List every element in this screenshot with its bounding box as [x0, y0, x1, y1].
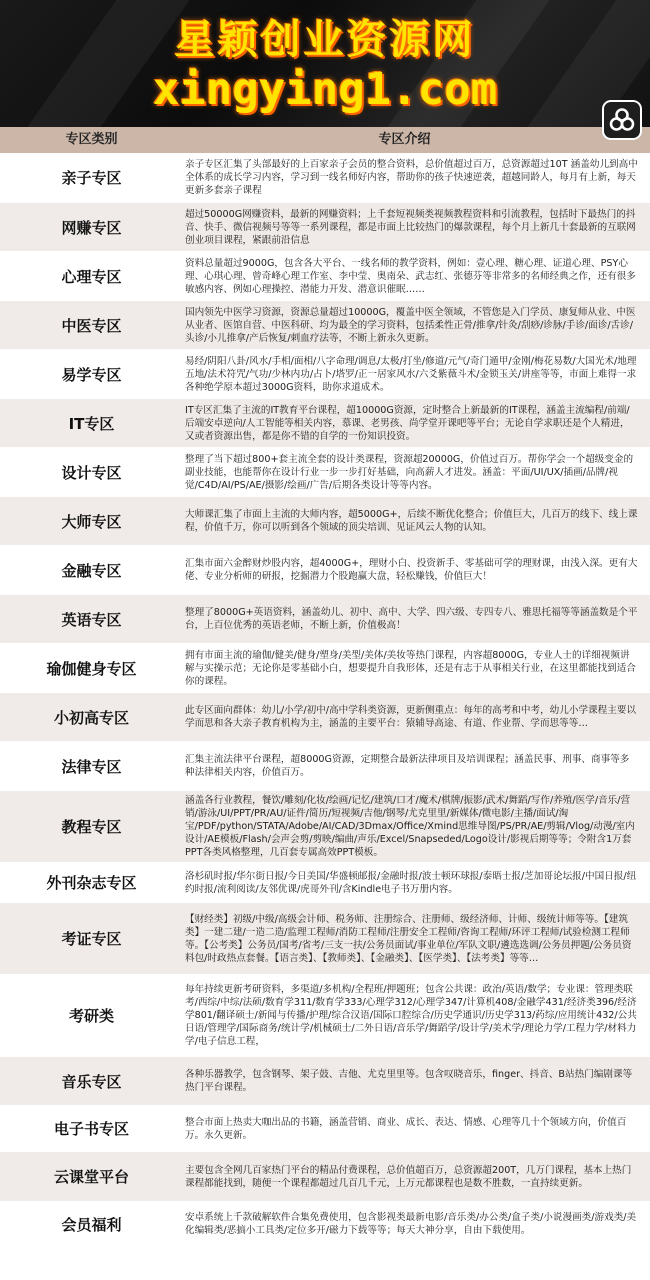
zone-description: 国内领先中医学习资源，资源总量超过10000G，覆盖中医全领域，不管您是入门学员、康复师从业、中医从业者、医馆自营、中医科研、均为最全的学习资料，包括柔性正骨/推拿/针灸/刮痧/诊脉/手诊/面诊/舌诊/头诊/小儿推拿/产后恢复/刺血疗法等，不断上新永久更新。 — [185, 306, 636, 344]
zone-category: 心理专区 — [61, 267, 122, 286]
zone-category: 教程专区 — [61, 818, 122, 836]
zone-description-cell — [183, 693, 650, 741]
zone-description: 大师课汇集了市面上主流的大师内容，超5000G+，后续不断优化整合；价值巨大，几百万的线下、线上课程，价值千万，你可以听到各个领域的顶尖培训、见证风云人物的认知。 — [185, 509, 638, 533]
table-row[interactable] — [0, 791, 650, 863]
column-category: 专区类别 — [65, 132, 118, 147]
zone-description-cell — [183, 903, 650, 974]
zone-description-cell — [183, 252, 650, 300]
zone-description-cell — [183, 644, 650, 692]
zone-category: 电子书专区 — [53, 1120, 129, 1138]
table-row[interactable] — [0, 1152, 650, 1202]
table-row[interactable] — [0, 1057, 650, 1106]
zone-category: 大师专区 — [61, 512, 122, 531]
zone-description-cell — [183, 791, 650, 862]
zone-description: 汇集市面六金醉财炒股内容，超4000G+，理财小白、投资新手、零基础可学的理财课，由浅入深。更有大佬、专业分析师的研报，挖掘潜力个股跑赢大盘，轻松赚钱，价值巨大！ — [185, 558, 638, 582]
zone-description: 【财经类】初级/中级/高级会计师、税务师、注册综合、注册师、级经济师、计师、级统计师等等。【建筑类】一建二建/一造二造/监理工程师/消防工程师/注册安全工程师/咨询工程师/环评工程师/试验检测工程师等。【公考类】公务员/国考/省考/三支一扶/公务员面试/事业单位/军队文职/遴选选调/公务员押题/公务员资料包/时政热点套餐。【语言类】、【教师类】、【金融类】、【医学类】、【法考类】等等… — [185, 913, 632, 964]
zone-category: 设计专区 — [61, 463, 122, 482]
zone-description: 易经/阴阳八卦/风水/手相/面相/八字命理/调息/太极/打坐/修道/元气/奇门遁甲/金刚/梅花易数/大国光术/地理五地/法术符咒/气功/少林内功/占卜/塔罗/正一居家风水/六爻紫薇斗术/金锁玉关/讲座等等，市面上难得一求各种绝学原本超过3000G资料，助你求道成术。 — [185, 355, 637, 393]
zone-description-cell — [183, 1057, 650, 1105]
zone-table — [0, 153, 650, 1247]
zone-description: 汇集主流法律平台课程，超8000G资源，定期整合最新法律项目及培训课程；涵盖民事、刑事、商事等多种法律相关内容，价值百万。 — [185, 754, 630, 778]
zone-category: 小初高专区 — [53, 708, 129, 727]
table-row[interactable] — [0, 903, 650, 975]
table-row[interactable] — [0, 595, 650, 644]
zone-category: 瑜伽健身专区 — [46, 659, 137, 678]
column-intro: 专区介绍 — [378, 132, 431, 147]
table-row[interactable] — [0, 742, 650, 791]
table-row[interactable] — [0, 975, 650, 1057]
zone-category: 中医专区 — [61, 316, 122, 335]
zone-description-cell — [183, 497, 650, 545]
zone-category: 网赚专区 — [61, 218, 122, 237]
zone-description: 整理了8000G+英语资料，涵盖幼儿、初中、高中、大学、四六级、专四专八、雅思托福等等涵盖数是个平台，上百位优秀的英语老师，不断上新，价值极高！ — [185, 607, 638, 631]
zone-description-cell — [183, 975, 650, 1056]
zone-description-cell — [183, 399, 650, 447]
zone-description-cell — [183, 595, 650, 643]
table-row[interactable] — [0, 693, 650, 742]
zone-description: 超过50000G网赚资料，最新的网赚资料；上千套短视频类视频教程资料和引流教程，包括时下最热门的抖音、快手、微信视频号等等一系列课程，都是市面上比较热门的爆款课程，每个月上新几十套最新的互联网创业项目课程，紧跟前沿信息 — [185, 208, 636, 246]
zone-category: 外刊杂志专区 — [46, 874, 137, 892]
zone-description-cell — [183, 742, 650, 790]
table-row[interactable] — [0, 448, 650, 497]
app-logo-icon[interactable] — [602, 100, 642, 140]
zone-description-cell — [183, 1106, 650, 1151]
zone-category: 英语专区 — [61, 610, 122, 629]
zone-category: IT专区 — [68, 414, 115, 433]
app-logo-icon — [608, 106, 636, 134]
zone-description-cell — [183, 1202, 650, 1246]
brand-title: 星颖创业资源网 — [174, 17, 476, 63]
table-row[interactable] — [0, 863, 650, 903]
zone-description: 涵盖各行业教程，餐饮/雕刻/化妆/绘画/记忆/建筑/口才/魔术/棋牌/振影/武术/舞蹈/写作/养殖/医学/音乐/营销/游泳/UI/PPT/PR/AU/证件/简历/短视频/吉他/钢琴/尤克里里/新媒体/微电影/主播/面试/淘宝/PDF/python/STATA/Adobe/AI/CAD/3Dmax/Office/Xmind思维导图/PS/PR/AE/剪辑/Vlog/动漫/室内设计/AE模板/Flash/会声会剪/剪映/编曲/声乐/Excel/Snapseded/Logo设计/影视后期等等；令附含1万套PPT各类风格整理，几百套专属高效PPT模板。 — [185, 795, 635, 858]
zone-description-cell — [183, 301, 650, 349]
table-row[interactable] — [0, 1202, 650, 1247]
zone-category: 金融专区 — [61, 561, 122, 580]
zone-description: 每年持续更新考研资料，多渠道/多机构/全程班/押题班；包含公共课：政治/英语/数学；专业课：管理类联考/西综/中综/法硕/数育学311/数育学333/心理学312/心理学347/计算机408/金融学431/经济类396/经济学801/翻译硕士/新闻与传播/护理/综合汉语/国际口腔综合/历史学通识/历史学313/药综/应用统计432/公共日语/管理学/国际商务/统计学/机械硕士/二外日语/音乐学/舞蹈学/设计学/美术学/理论力学/工程力学/材料力学/电子信息工程， — [185, 984, 637, 1047]
zone-description: 拥有市面主流的瑜伽/健美/健身/塑身/美型/美体/美妆等热门课程，内容超8000G，专业人士的详细视频讲解与实操示范；无论你是零基础小白，想要提升自我形体，还是有志于从事相关行业，在这里都能找到适合你的课程。 — [185, 649, 636, 687]
table-row[interactable] — [0, 301, 650, 350]
zone-category: 易学专区 — [61, 365, 122, 384]
table-row[interactable] — [0, 497, 650, 546]
brand-url[interactable]: xingying1.com — [152, 64, 498, 115]
table-row[interactable] — [0, 546, 650, 595]
table-row[interactable] — [0, 350, 650, 399]
zone-description: 整理了当下超过800+套主流全套的设计类课程，资源超20000G，价值过百万。帮你学会一个超级变金的副业技能，也能帮你在设计行业一步一步打好基础，向高薪人才进发。涵盖：平面/UI/UX/插画/品牌/视觉/C4D/AI/PS/AE/摄影/绘画/广告/后期各类设计等等内容。 — [185, 453, 634, 491]
zone-description-cell — [183, 546, 650, 594]
zone-category: 云课堂平台 — [53, 1168, 129, 1186]
table-row[interactable] — [0, 399, 650, 448]
zone-category: 考证专区 — [61, 930, 122, 948]
zone-description: 各种乐器教学，包含钢琴、架子鼓、吉他、尤克里里等。包含叹晓音乐，finger、抖音、B站热门编剧课等热门平台课程。 — [185, 1069, 633, 1093]
zone-description-cell — [183, 1152, 650, 1201]
zone-description: 此专区面向群体：幼儿/小学/初中/高中学科类资源，更新侧重点：每年的高考和中考，幼儿小学课程主要以学而思和各大亲子教育机构为主，涵盖的主要平台：猿辅导高途、有道、作业帮、学而思等等… — [185, 705, 637, 729]
zone-description-cell — [183, 448, 650, 496]
table-row[interactable] — [0, 644, 650, 693]
zone-category: 亲子专区 — [61, 169, 122, 187]
zone-category: 考研类 — [68, 1007, 114, 1025]
zone-description: 主要包含全网几百家热门平台的精品付费课程，总价值超百万，总资源超200T，几万门课程，基本上热门课程都能找到，随便一个课程都超过几百几千元，上万元都课程也是数不胜数，一直持续更新。 — [185, 1164, 632, 1189]
table-row[interactable] — [0, 153, 650, 203]
table-row[interactable] — [0, 1106, 650, 1152]
zone-category: 音乐专区 — [61, 1072, 122, 1091]
zone-description: 洛杉矶时报/华尔街日报/今日美国/华盛顿邮报/金融时报/波士顿环球报/泰晤士报/芝加哥论坛报/中国日报/纽约时报/流利阅读/友邻优课/虎哥外刊/含Kindle电子书万册内容。 — [185, 870, 637, 895]
zone-description: IT专区汇集了主流的IT教育平台课程，超10000G资源，定时整合上新最新的IT课程，涵盖主流编程/前端/后端安卓逆向/人工智能等相关内容，慕课、老男孩、尚学堂开课吧等平台；无论自学求职还是个人精进，又或者资源出售，都是你不错的自学的一份知识投资。 — [185, 404, 630, 442]
header-banner — [0, 0, 650, 127]
table-row[interactable] — [0, 203, 650, 252]
zone-description: 亲子专区汇集了头部最好的上百家亲子会员的整合资料，总价值超过百万，总资源超过10T 涵盖幼儿到高中全体系的成长学习内容，学习到一线名师好内容，帮助你的孩子快速逆袭，超越同龄人，每月有上新，每天更新多套亲子课程 — [185, 159, 638, 196]
table-header — [0, 127, 650, 153]
zone-description: 安卓系统上千款破解软件合集免费使用，包含影视类最新电影/音乐类/办公类/盒子类/小说漫画类/游戏类/美化编辑类/恶搞小工具类/定位多开/磁力下载等等；每天大神分享，自由下载使用。 — [185, 1212, 637, 1236]
zone-category: 会员福利 — [61, 1215, 122, 1234]
table-row[interactable] — [0, 252, 650, 301]
zone-description: 资料总量超过9000G，包含各大平台、一线名师的教学资料，例如：壹心理、糖心理、证道心理、PSY心理、心琪心理、曾奇峰心理工作室、李中莹、奥南朵、武志红、张德芬等非常多的名师经典之作，还有很多敏感内容、例如心理操控、潜能力开发、潜意识催眠…… — [185, 257, 636, 295]
zone-description-cell — [183, 153, 650, 202]
zone-description-cell — [183, 350, 650, 398]
zone-description: 整合市面上热卖大咖出品的书籍，涵盖营销、商业、成长、表达、情感、心理等几十个领域方向，价值百万。永久更新。 — [185, 1116, 627, 1141]
zone-description-cell — [183, 203, 650, 251]
zone-category: 法律专区 — [61, 757, 122, 776]
zone-description-cell — [183, 863, 650, 902]
